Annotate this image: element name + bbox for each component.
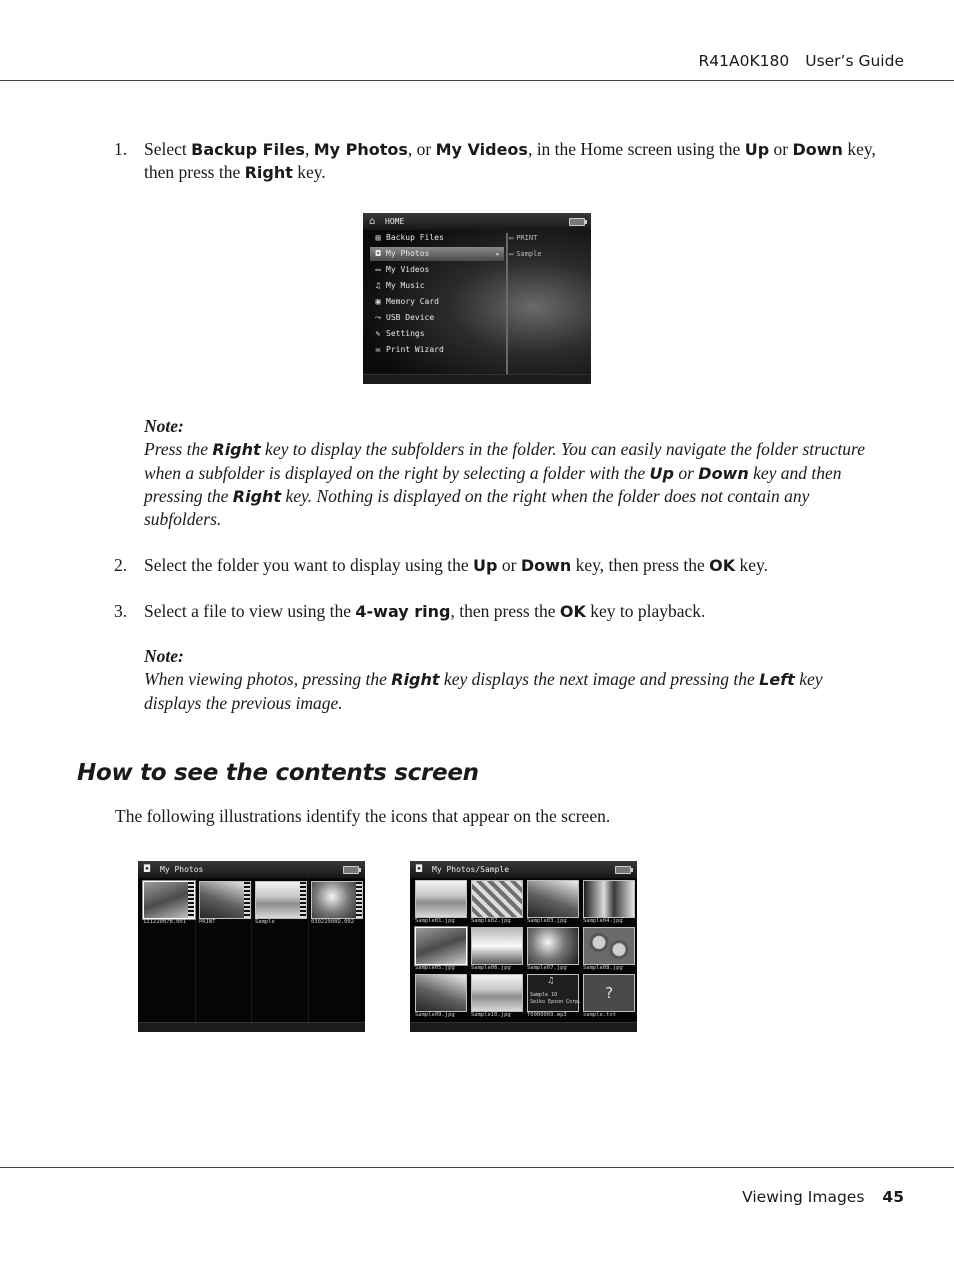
menu-item-label: My Music (386, 281, 425, 290)
file-caption: Sample09.jpg (415, 1012, 455, 1018)
folder-thumbnail[interactable] (255, 881, 307, 919)
film-strip-icon (188, 882, 194, 918)
file-thumbnail[interactable] (471, 880, 523, 918)
file-thumbnail[interactable] (527, 880, 579, 918)
step-text: Select the folder you want to display using the Up or Down key, then press the OK key. (144, 555, 769, 575)
step-text: Select a file to view using the 4-way ring, then press the OK key to playback. (144, 601, 706, 621)
step-number: 2. (114, 555, 128, 575)
note-2 (144, 645, 884, 715)
file-caption: sample.txt (583, 1012, 617, 1018)
header-rule (0, 80, 954, 81)
step-number: 3. (114, 601, 128, 621)
home-icon: ⌂ (369, 216, 376, 227)
home-menu-item[interactable] (370, 311, 504, 325)
file-thumbnail[interactable] (583, 927, 635, 965)
music-icon: ♫ (375, 281, 381, 290)
note-label: Note: (144, 646, 184, 666)
file-caption: Sample02.jpg (471, 918, 511, 924)
running-footer (742, 1188, 904, 1206)
video-icon: ▭ (375, 265, 381, 274)
camera-icon: ◘ (144, 864, 151, 875)
menu-item-label: USB Device (386, 313, 435, 322)
folder-caption: PRINT (199, 919, 216, 925)
file-thumbnail[interactable] (527, 974, 582, 1012)
home-menu-item[interactable] (370, 279, 504, 293)
memory-card-icon: ▣ (375, 297, 381, 306)
home-menu-item[interactable] (370, 295, 504, 309)
print-wizard-icon: ✉ (375, 345, 381, 354)
folder-thumbnail[interactable] (143, 881, 195, 919)
running-header (699, 52, 905, 70)
section-heading: How to see the contents screen (77, 760, 479, 786)
note-text: Press the Right key to display the subfolders in the folder. You can easily navigate the folder structure when a subfolder is displayed on the right by selecting a folder with the Up or Down key and then pressing the Right key. Nothing is displayed on the right when the folder does not contain any subfolders. (144, 439, 865, 530)
guide-title: User’s Guide (805, 52, 904, 70)
battery-icon (615, 866, 631, 874)
intro-paragraph: The following illustrations identify the icons that appear on the screen. (115, 806, 611, 826)
pane-divider (506, 233, 508, 375)
sample-title: My Photos/Sample (432, 865, 510, 874)
film-strip-icon (356, 882, 362, 918)
file-caption: Sample05.jpg (415, 965, 455, 971)
backup-icon: ▤ (375, 233, 381, 242)
menu-item-label: Settings (386, 329, 425, 338)
footer-rule (0, 1167, 954, 1168)
folder-thumbnail[interactable] (311, 881, 363, 919)
track-title: Sample 10 (530, 992, 558, 998)
menu-item-label: My Videos (386, 265, 430, 274)
status-bar (138, 1022, 365, 1032)
file-thumbnail[interactable] (527, 927, 579, 965)
file-thumbnail[interactable] (415, 880, 467, 918)
note-1 (144, 415, 884, 531)
status-bar (410, 1022, 637, 1032)
folder-caption: 12122007B.001 (143, 919, 187, 925)
column-separator (195, 878, 196, 1023)
file-caption: Sample06.jpg (471, 965, 511, 971)
doc-id: R41A0K180 (698, 52, 790, 70)
file-caption: Sample01.jpg (415, 918, 455, 924)
subfolder-label: PRINT (516, 234, 538, 242)
step-2 (114, 554, 884, 577)
home-screen-illustration (363, 213, 591, 384)
camera-icon: ◘ (375, 249, 381, 258)
home-title: HOME (385, 217, 405, 226)
status-bar (363, 374, 591, 384)
file-thumbnail[interactable] (415, 927, 467, 965)
folder-caption: 03022008D.002 (311, 919, 355, 925)
column-separator (308, 878, 309, 1023)
music-note-icon: ♫ (548, 976, 554, 986)
photos-title-bar (138, 861, 365, 878)
note-label: Note: (144, 416, 184, 436)
chevron-right-icon: ▸ (495, 250, 500, 258)
footer-section: Viewing Images (742, 1188, 865, 1206)
home-menu-item[interactable] (370, 327, 504, 341)
wrench-icon: ✎ (375, 329, 381, 338)
file-caption: Sample07.jpg (527, 965, 567, 971)
file-caption: Sample03.jpg (527, 918, 567, 924)
battery-icon (569, 218, 585, 226)
note-text: When viewing photos, pressing the Right key displays the next image and pressing the Left key displays the previous image. (144, 669, 823, 713)
page-number: 45 (882, 1188, 904, 1206)
camera-icon: ◘ (416, 864, 423, 875)
home-menu-item[interactable] (370, 247, 504, 261)
home-menu-item[interactable] (370, 263, 504, 277)
subfolder-label: Sample (516, 250, 542, 258)
step-number: 1. (114, 139, 128, 159)
track-artist: Seiko Epson Corp. (530, 999, 582, 1005)
folder-caption: Sample (255, 919, 275, 925)
folder-icon: ▭ (509, 234, 514, 242)
question-mark-icon: ? (604, 984, 614, 1002)
film-strip-icon (244, 882, 250, 918)
photos-title: My Photos (160, 865, 204, 874)
film-strip-icon (300, 882, 306, 918)
subfolder-item[interactable] (509, 247, 542, 261)
file-caption: Sample04.jpg (583, 918, 623, 924)
battery-icon (343, 866, 359, 874)
step-3 (114, 600, 884, 623)
folder-thumbnail[interactable] (199, 881, 251, 919)
menu-item-label: Print Wizard (386, 345, 444, 354)
step-text: Select Backup Files, My Photos, or My Videos, in the Home screen using the Up or Down key, then press the Right key. (144, 139, 876, 182)
sample-title-bar (410, 861, 637, 878)
column-separator (251, 878, 252, 1023)
menu-item-label: My Photos (386, 249, 430, 258)
menu-item-label: Backup Files (386, 233, 444, 242)
file-thumbnail[interactable] (583, 974, 635, 1012)
home-menu-item[interactable] (370, 231, 504, 245)
file-thumbnail[interactable] (471, 927, 523, 965)
usb-icon: ⤳ (374, 313, 382, 322)
subfolder-item[interactable] (509, 231, 537, 245)
home-menu-item[interactable] (370, 343, 504, 357)
file-thumbnail[interactable] (415, 974, 467, 1012)
file-caption: T0000009.mp3 (527, 1012, 567, 1018)
step-1 (114, 138, 884, 184)
file-thumbnail[interactable] (471, 974, 523, 1012)
file-caption: Sample08.jpg (583, 965, 623, 971)
file-thumbnail[interactable] (583, 880, 635, 918)
my-photos-screen-illustration (138, 861, 365, 1032)
file-caption: Sample10.jpg (471, 1012, 511, 1018)
menu-item-label: Memory Card (386, 297, 439, 306)
folder-icon: ▭ (509, 250, 514, 258)
sample-folder-screen-illustration (410, 861, 637, 1032)
home-title-bar (363, 213, 591, 230)
